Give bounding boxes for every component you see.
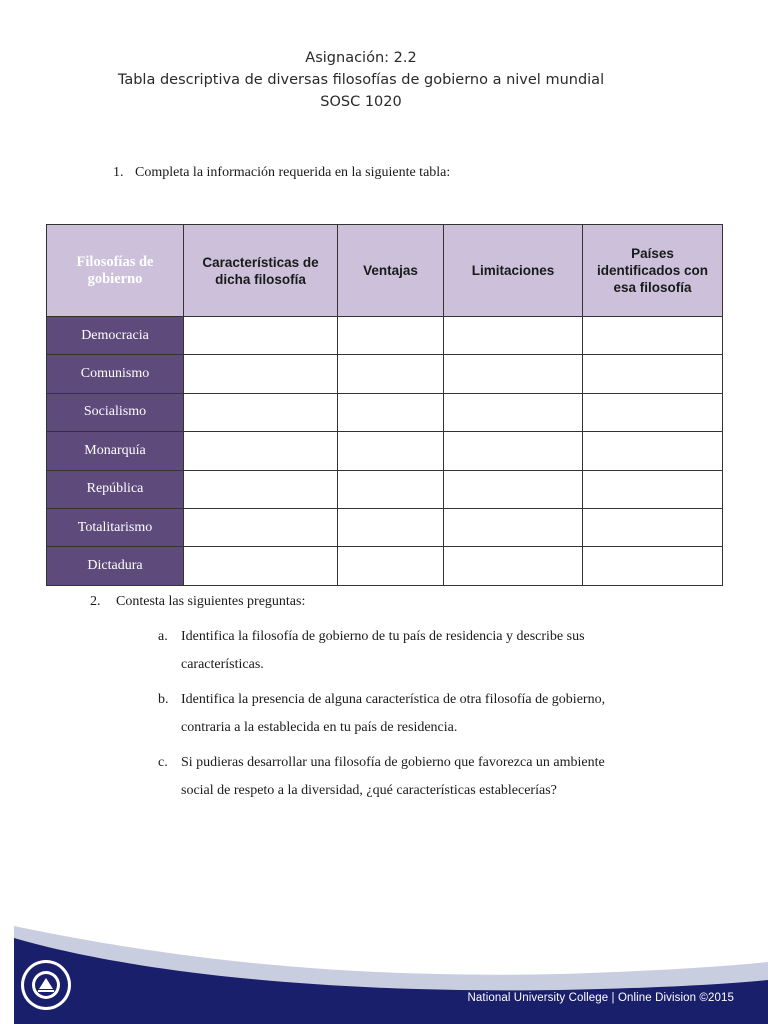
table-cell	[338, 393, 444, 431]
table-cell	[444, 317, 583, 355]
sub-question-c	[158, 749, 638, 805]
row-header: Monarquía	[47, 432, 184, 470]
sub-question-letter: c.	[158, 755, 168, 770]
row-header: Democracia	[47, 317, 184, 355]
row-header: Totalitarismo	[47, 508, 184, 546]
footer-banner	[0, 918, 768, 1024]
row-header: Comunismo	[47, 355, 184, 393]
table-row	[47, 547, 723, 585]
question-text: Contesta las siguientes preguntas:	[116, 594, 306, 609]
sub-question-text: Identifica la presencia de alguna característica de otra filosofía de gobierno, contraria a la establecida en tu país de residencia.	[181, 692, 606, 735]
column-header: Limitaciones	[444, 225, 583, 317]
table-cell	[184, 355, 338, 393]
table-cell	[444, 393, 583, 431]
sub-question-text: Identifica la filosofía de gobierno de tu país de residencia y describe sus características.	[181, 629, 585, 672]
table-row	[47, 393, 723, 431]
table-cell	[583, 470, 723, 508]
table-cell	[583, 393, 723, 431]
table-row	[47, 470, 723, 508]
table-cell	[444, 508, 583, 546]
sub-question-text: Si pudieras desarrollar una filosofía de gobierno que favorezca un ambiente social de respeto a la diversidad, ¿qué características establecerías?	[181, 755, 605, 798]
sub-question-letter: a.	[158, 629, 168, 644]
row-header: República	[47, 470, 184, 508]
table-cell	[444, 355, 583, 393]
philosophy-table	[46, 224, 723, 586]
table-row	[47, 432, 723, 470]
question-1	[113, 165, 450, 181]
table-cell	[184, 508, 338, 546]
table-row	[47, 355, 723, 393]
table-cell	[583, 432, 723, 470]
question-2	[90, 594, 305, 610]
column-header: Características de dicha filosofía	[184, 225, 338, 317]
column-header: Ventajas	[338, 225, 444, 317]
column-header: Países identificados con esa filosofía	[583, 225, 723, 317]
document-title: Tabla descriptiva de diversas filosofías de gobierno a nivel mundial	[117, 72, 605, 88]
table-cell	[338, 470, 444, 508]
table-cell	[338, 317, 444, 355]
table-row	[47, 317, 723, 355]
table-cell	[184, 317, 338, 355]
table-cell	[184, 432, 338, 470]
footer-copyright: National University College | Online Division ©2015	[467, 992, 734, 1004]
table-cell	[583, 355, 723, 393]
table-cell	[184, 547, 338, 585]
column-header: Filosofías de gobierno	[47, 225, 184, 317]
table-cell	[338, 508, 444, 546]
course-code: SOSC 1020	[320, 94, 402, 110]
table-cell	[444, 432, 583, 470]
table-cell	[583, 508, 723, 546]
table-cell	[583, 547, 723, 585]
question-number: 1.	[113, 165, 124, 180]
table-cell	[444, 470, 583, 508]
question-number: 2.	[90, 594, 101, 609]
table-cell	[184, 470, 338, 508]
university-seal-icon	[21, 960, 71, 1010]
question-text: Completa la información requerida en la siguiente tabla:	[135, 165, 451, 180]
row-header: Dictadura	[47, 547, 184, 585]
table-cell	[444, 547, 583, 585]
table-cell	[184, 393, 338, 431]
assignment-title: Asignación: 2.2	[305, 50, 417, 66]
document-header	[0, 47, 722, 113]
table-header-row	[47, 225, 723, 317]
table-row	[47, 508, 723, 546]
table-cell	[338, 432, 444, 470]
sub-question-b	[158, 686, 638, 742]
sub-question-a	[158, 623, 638, 679]
table-cell	[583, 317, 723, 355]
table-cell	[338, 355, 444, 393]
row-header: Socialismo	[47, 393, 184, 431]
table-cell	[338, 547, 444, 585]
sub-question-letter: b.	[158, 692, 169, 707]
